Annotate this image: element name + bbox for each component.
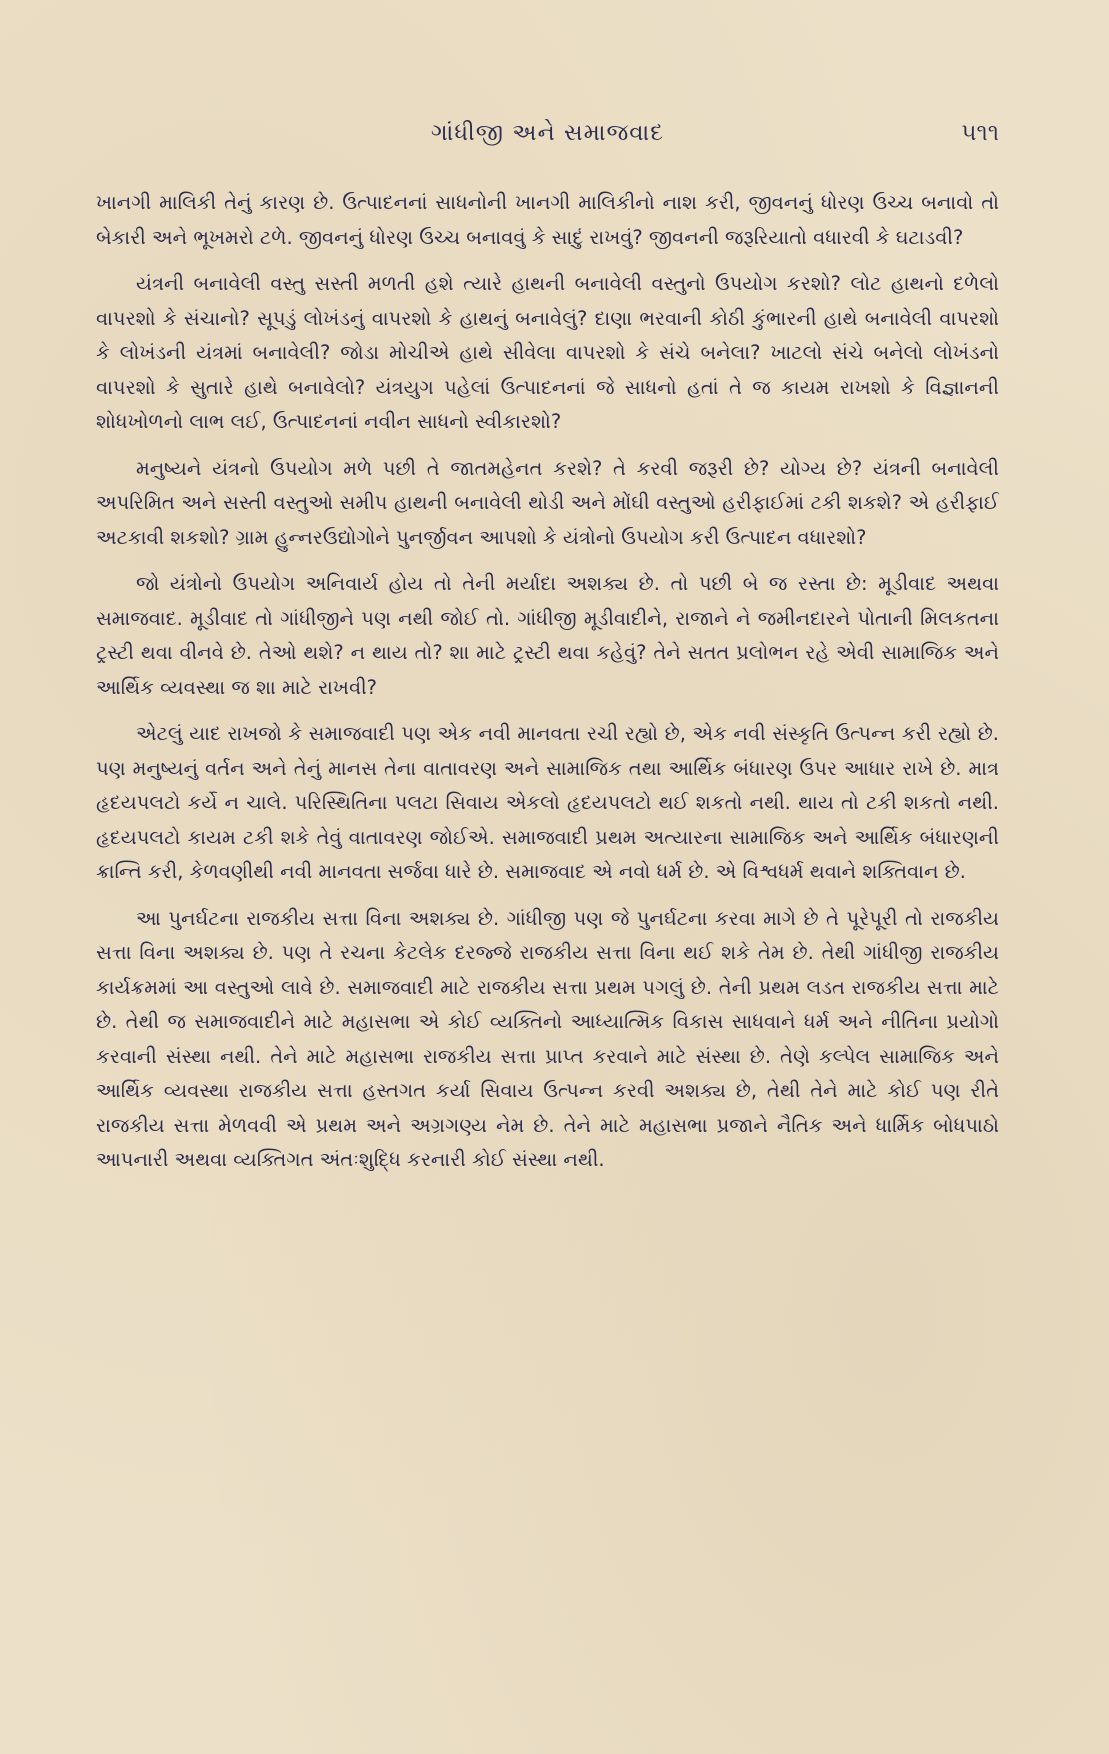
paragraph-3: મનુષ્યને યંત્રનો ઉપયોગ મળે પછી તે જાતમહેનત કરશે? તે કરવી જરૂરી છે? યોગ્ય છે? યંત્રની બનાવેલી અપરિમિત અને સસ્તી વસ્તુઓ સમીપ હાથની બનાવેલી થોડી અને મોંઘી વસ્તુઓ હરીફાઈમાં ટકી શકશે? એ હરીફાઈ અટકાવી શકશો? ગ્રામ હુન્નરઉદ્યોગોને પુનર્જીવન આપશો કે યંત્રોનો ઉપયોગ કરી ઉત્પાદન વધારશો? [96, 456, 999, 549]
paragraph-1: ખાનગી માલિકી તેનું કારણ છે. ઉત્પાદનનાં સાધનોની ખાનગી માલિકીનો નાશ કરી, જીવનનું ધોરણ ઉચ્ચ બનાવો તો બેકારી અને ભૂખમરો ટળે. જીવનનું ધોરણ ઉચ્ચ બનાવવું કે સાદું રાખવું? જીવનની જરૂરિયાતો વધારવી કે ઘટાડવી? [96, 191, 999, 249]
paragraph-4: જો યંત્રોનો ઉપયોગ અનિવાર્ય હોય તો તેની મર્યાદા અશક્ય છે. તો પછી બે જ રસ્તા છે: મૂડીવાદ અથવા સમાજવાદ. મૂડીવાદ તો ગાંધીજીને પણ નથી જોઈ તો. ગાંધીજી મૂડીવાદીને, રાજાને ને જમીનદારને પોતાની મિલકતના ટ્રસ્ટી થવા વીનવે છે. તેઓ થશે? ન થાય તો? શા માટે ટ્રસ્ટી થવા કહેવું? તેને સતત પ્રલોભન રહે એવી સામાજિક અને આર્થિક વ્યવસ્થા જ શા માટે રાખવી? [96, 572, 999, 699]
page-header [96, 120, 999, 160]
paragraph-2: યંત્રની બનાવેલી વસ્તુ સસ્તી મળતી હશે ત્યારે હાથની બનાવેલી વસ્તુનો ઉપયોગ કરશો? લોટ હાથનો દળેલો વાપરશો કે સંચાનો? સૂપડું લોખંડનું વાપરશો કે હાથનું બનાવેલું? દાણા ભરવાની કોઠી કુંભારની હાથે બનાવેલી વાપરશો કે લોખંડની યંત્રમાં બનાવેલી? જોડા મોચીએ હાથે સીવેલા વાપરશો કે સંચે બનેલા? ખાટલો સંચે બનેલો લોખંડનો વાપરશો કે સુતારે હાથે બનાવેલો? યંત્રયુગ પહેલાં ઉત્પાદનનાં જે સાધનો હતાં તે જ કાયમ રાખશો કે વિજ્ઞાનની શોધખોળનો લાભ લઈ, ઉત્પાદનનાં નવીન સાધનો સ્વીકારશો? [96, 272, 999, 433]
page-body [96, 186, 999, 1190]
paragraph-6: આ પુનર્ઘટના રાજકીય સત્તા વિના અશક્ય છે. ગાંધીજી પણ જે પુનર્ઘટના કરવા માગે છે તે પૂરેપૂરી તો રાજકીય સત્તા વિના અશક્ય છે. પણ તે રચના કેટલેક દરજ્જે રાજકીય સત્તા વિના થઈ શકે તેમ છે. તેથી ગાંધીજી રાજકીય કાર્યક્રમમાં આ વસ્તુઓ લાવે છે. સમાજવાદી માટે રાજકીય સત્તા પ્રથમ પગલું છે. તેની પ્રથમ લડત રાજકીય સત્તા માટે છે. તેથી જ સમાજવાદીને માટે મહાસભા એ કોઈ વ્યક્તિનો આધ્યાત્મિક વિકાસ સાધવાને ધર્મ અને નીતિના પ્રયોગો કરવાની સંસ્થા નથી. તેને માટે મહાસભા રાજકીય સત્તા પ્રાપ્ત કરવાને માટે સંસ્થા છે. તેણે કલ્પેલ સામાજિક અને આર્થિક વ્યવસ્થા રાજકીય સત્તા હસ્તગત કર્યા સિવાય ઉત્પન્ન કરવી અશક્ય છે, તેથી તેને માટે કોઈ પણ રીતે રાજકીય સત્તા મેળવવી એ પ્રથમ અને અગ્રગણ્ય નેમ છે. તેને માટે મહાસભા પ્રજાને નૈતિક અને ધાર્મિક બોધપાઠો આપનારી અથવા વ્યક્તિગત અંતઃશુદ્ધિ કરનારી કોઈ સંસ્થા નથી. [96, 906, 999, 1171]
running-title: ગાંધીજી અને સમાજવાદ [430, 120, 665, 146]
paragraph-5: એટલું યાદ રાખજો કે સમાજવાદી પણ એક નવી માનવતા રચી રહ્યો છે, એક નવી સંસ્કૃતિ ઉત્પન્ન કરી રહ્યો છે. પણ મનુષ્યનું વર્તન અને તેનું માનસ તેના વાતાવરણ અને સામાજિક તથા આર્થિક બંધારણ ઉપર આધાર રાખે છે. માત્ર હૃદયપલટો કર્યે ન ચાલે. પરિસ્થિતિના પલટા સિવાય એકલો હૃદયપલટો થઈ શકતો નથી. થાય તો ટકી શકતો નથી. હૃદયપલટો કાયમ ટકી શકે તેવું વાતાવરણ જોઈએ. સમાજવાદી પ્રથમ અત્યારના સામાજિક અને આર્થિક બંધારણની ક્રાન્તિ કરી, કેળવણીથી નવી માનવતા સર્જવા ધારે છે. સમાજવાદ એ નવો ધર્મ છે. એ વિશ્વધર્મ થવાને શક્તિવાન છે. [96, 722, 999, 883]
page-number: ૫૧૧ [961, 120, 999, 146]
